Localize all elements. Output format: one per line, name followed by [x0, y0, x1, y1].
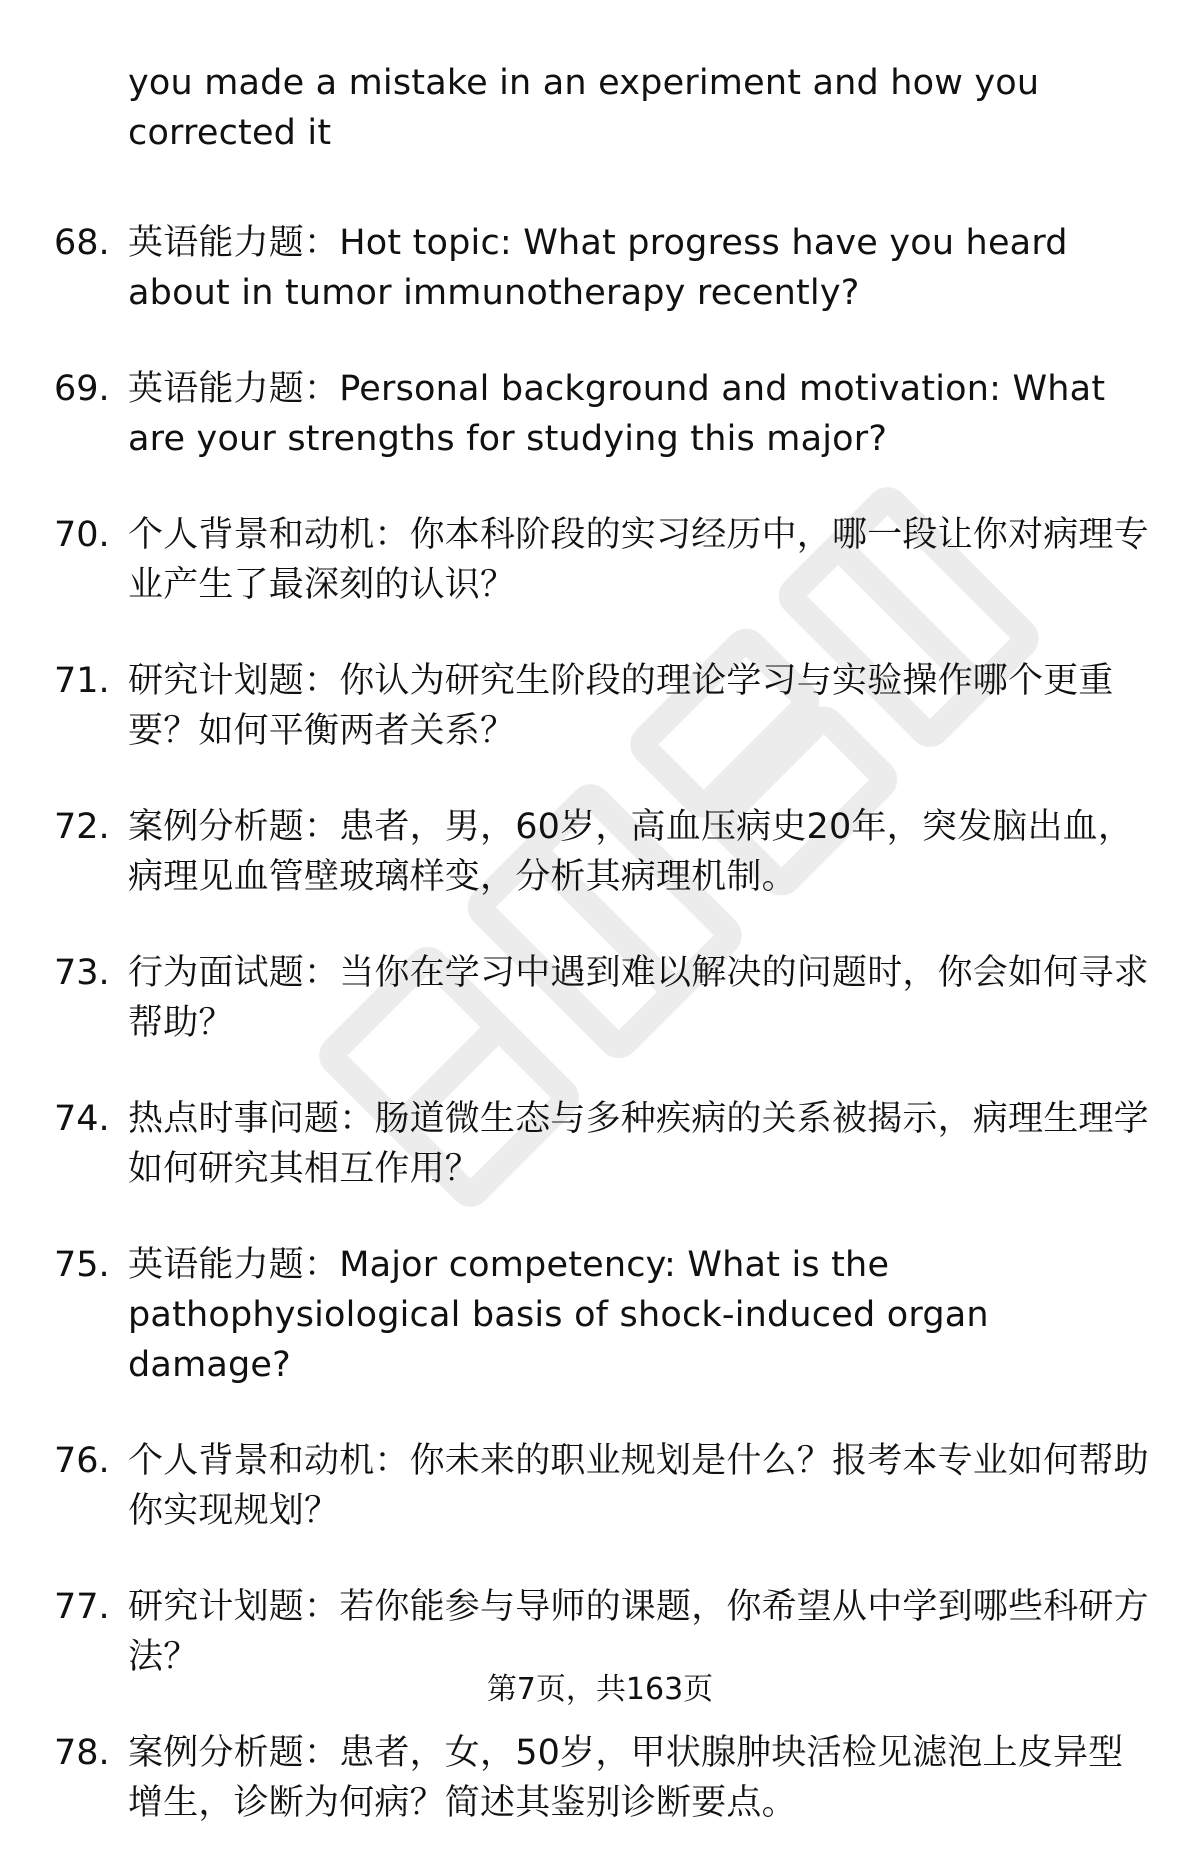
question-item — [0, 1728, 1200, 1828]
question-text: 案例分析题：患者，男，60岁，高血压病史20年，突发脑出血，病理见血管壁玻璃样变，分析其病理机制。 — [128, 807, 1134, 897]
continued-question — [0, 58, 1200, 158]
question-number: 74. — [54, 1099, 110, 1139]
question-list — [0, 58, 1200, 1874]
question-item — [0, 1582, 1200, 1682]
question-text: 英语能力题：Hot topic: What progress have you heard about in tumor immunotherapy recently? — [128, 223, 1068, 313]
question-number: 75. — [54, 1245, 110, 1285]
question-item — [0, 1436, 1200, 1536]
question-text: 英语能力题：Major competency: What is the pathophysiological basis of shock-induced organ damage? — [128, 1245, 989, 1385]
question-number: 77. — [54, 1587, 110, 1627]
question-text: 行为面试题：当你在学习中遇到难以解决的问题时，你会如何寻求帮助？ — [128, 953, 1149, 1043]
question-text: 案例分析题：患者，女，50岁，甲状腺肿块活检见滤泡上皮异型增生，诊断为何病？简述其鉴别诊断要点。 — [128, 1733, 1124, 1823]
question-item — [0, 656, 1200, 756]
question-item — [0, 948, 1200, 1048]
question-number: 76. — [54, 1441, 110, 1481]
question-text: 个人背景和动机：你本科阶段的实习经历中，哪一段让你对病理专业产生了最深刻的认识？ — [128, 515, 1149, 605]
question-item — [0, 1094, 1200, 1194]
question-number: 72. — [54, 807, 110, 847]
question-text: 个人背景和动机：你未来的职业规划是什么？报考本专业如何帮助你实现规划？ — [128, 1441, 1149, 1531]
question-number: 78. — [54, 1733, 110, 1773]
question-number: 73. — [54, 953, 110, 993]
question-item — [0, 218, 1200, 318]
question-item — [0, 802, 1200, 902]
continued-question-text: you made a mistake in an experiment and how you corrected it — [128, 63, 1040, 153]
question-text: 研究计划题：若你能参与导师的课题，你希望从中学到哪些科研方法？ — [128, 1587, 1149, 1677]
question-number: 70. — [54, 515, 110, 555]
question-item — [0, 1240, 1200, 1390]
question-number: 69. — [54, 369, 110, 409]
question-text: 热点时事问题：肠道微生态与多种疾病的关系被揭示，病理生理学如何研究其相互作用？ — [128, 1099, 1149, 1189]
question-item — [0, 364, 1200, 464]
question-item — [0, 510, 1200, 610]
page-footer: 第7页，共163页 — [486, 1672, 714, 1707]
question-number: 71. — [54, 661, 110, 701]
question-number: 68. — [54, 223, 110, 263]
question-text: 研究计划题：你认为研究生阶段的理论学习与实验操作哪个更重要？如何平衡两者关系？ — [128, 661, 1114, 751]
question-text: 英语能力题：Personal background and motivation: What are your strengths for studying this major? — [128, 369, 1106, 459]
